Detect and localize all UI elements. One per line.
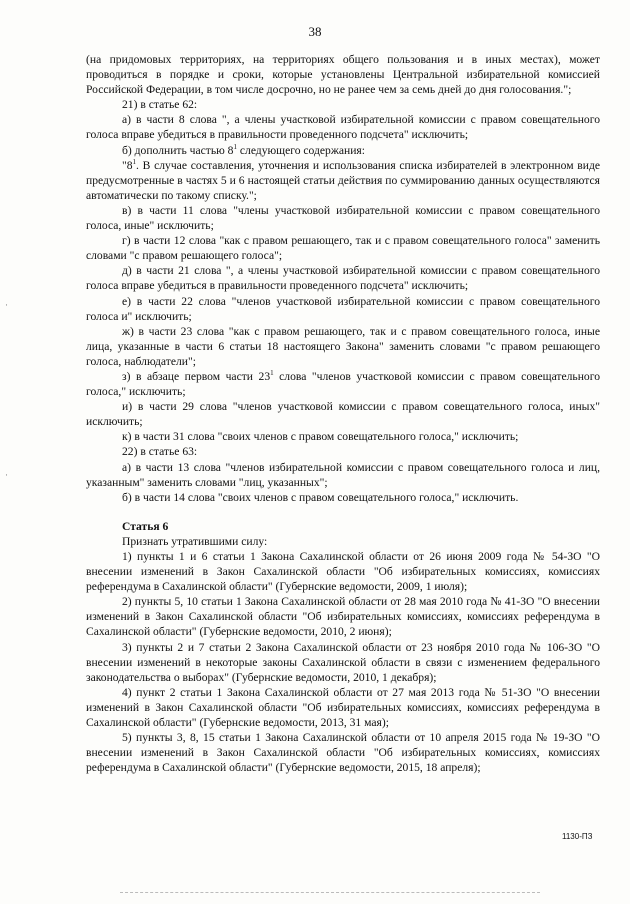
amendment-paragraph	[86, 369, 600, 399]
page-number: 38	[308, 24, 322, 39]
article-paragraph: 1) пункты 1 и 6 статьи 1 Закона Сахалинской области от 26 июня 2009 года № 54-ЗО "О внесении изменений в Закон Сахалинской области "Об избирательных комиссиях, комиссиях референдума в Сахалинской области" (Губернские ведомости, 2009, 1 июля);	[86, 550, 600, 594]
article-paragraph: 3) пункты 2 и 7 статьи 2 Закона Сахалинской области от 23 ноября 2010 года № 106-ЗО "О внесении изменений в некоторые законы Сахалинской области в связи с изменением федерального законодательства о выборах" (Губернские ведомости, 2010, 1 декабря);	[86, 640, 600, 684]
amendment-paragraph	[86, 158, 600, 203]
article-heading: Статья 6	[122, 519, 169, 533]
document-code: 1130-ПЗ	[562, 832, 593, 841]
paragraph-text: д) в части 21 слова ", а члены участковой избирательной комиссии с правом совещательного голоса вправе убедиться в правильности проведенного подсчета" исключить;	[86, 264, 600, 293]
amendment-paragraph	[86, 399, 600, 429]
paragraph-text: б) дополнить частью 8	[122, 143, 234, 157]
paragraph-text: 22) в статье 63:	[122, 445, 198, 459]
amendment-paragraph	[86, 233, 600, 263]
amendment-paragraph	[86, 324, 600, 369]
amendment-paragraph	[86, 97, 600, 112]
paragraph-text: и) в части 29 слова "членов участковой комиссии с правом совещательного голоса, иных" исключить;	[86, 400, 600, 429]
amendment-paragraph	[86, 52, 600, 97]
amendment-paragraph	[86, 203, 600, 233]
margin-mark: ·	[5, 300, 8, 310]
paragraph-text: (на придомовых территориях, на территориях общего пользования и в иных местах), может проводиться в порядке и сроки, которые установлены Центральной избирательной комиссией Российской Федерации, в том числе досрочно, но не ранее чем за семь дней до дня голосования.";	[86, 53, 600, 97]
document-body	[86, 52, 600, 775]
superscript: 1	[132, 157, 137, 166]
article-body	[86, 534, 600, 776]
amendment-paragraph	[86, 294, 600, 324]
article-paragraph: 5) пункты 3, 8, 15 статьи 1 Закона Сахалинской области от 10 апреля 2015 года № 19-ЗО "О внесении изменений в Закон Сахалинской области "Об избирательных комиссиях, комиссиях референдума в Сахалинской области" (Губернские ведомости, 2015, 18 апреля);	[86, 731, 600, 775]
paragraph-text: б) в части 14 слова "своих членов с правом совещательного голоса," исключить.	[122, 490, 519, 504]
paragraph-text: з) в абзаце первом части 23	[122, 369, 271, 383]
amendment-paragraph	[86, 263, 600, 293]
paragraph-text: а) в части 8 слова ", а члены участковой избирательной комиссии с правом совещательного голоса вправе убедиться в правильности проведенного подсчета" исключить;	[86, 113, 600, 142]
amendments-list	[86, 52, 600, 505]
paragraph-text: . В случае составления, уточнения и использования списка избирателей в электронном виде предусмотренные в частях 5 и 6 настоящей статьи действия по суммированию данных осуществляются автоматически по такому списку.";	[86, 158, 600, 202]
amendment-paragraph	[86, 143, 600, 158]
superscript: 1	[270, 369, 274, 378]
article-paragraph: 2) пункты 5, 10 статьи 1 Закона Сахалинской области от 28 мая 2010 года № 41-ЗО "О внесении изменений в Закон Сахалинской области "Об избирательных комиссиях, комиссиях референдума в Сахалинской области" (Губернские ведомости, 2010, 2 июня);	[86, 595, 600, 639]
paragraph-text: к) в части 31 слова "своих членов с правом совещательного голоса," исключить;	[122, 430, 519, 444]
article-paragraph: 4) пункт 2 статьи 1 Закона Сахалинской области от 27 мая 2013 года № 51-ЗО "О внесении изменений в Закон Сахалинской области "Об избирательных комиссиях, комиссиях референдума в Сахалинской области" (Губернские ведомости, 2013, 31 мая);	[86, 685, 600, 730]
paragraph-text: г) в части 12 слова "как с правом решающего, так и с правом совещательного голоса" заменить словами "с правом решающего голоса";	[86, 234, 600, 263]
amendment-paragraph	[86, 429, 600, 444]
paragraph-text: следующего содержания:	[236, 143, 365, 157]
paragraph-text: а) в части 13 слова "членов избирательной комиссии с правом совещательного голоса и лиц, указанным" заменить словами "лиц, указанных";	[86, 460, 600, 489]
amendment-paragraph	[86, 112, 600, 142]
margin-mark: ·	[5, 470, 8, 480]
paragraph-text: ж) в части 23 слова "как с правом решающего, так и с правом совещательного голоса, иные лица, указанные в части 6 статьи 18 настоящего Закона" заменить словами "с правом решающего голоса, наблюдатели";	[86, 324, 600, 368]
article-paragraph: Признать утратившими силу:	[122, 534, 268, 548]
amendment-paragraph	[86, 490, 600, 505]
amendment-paragraph	[86, 460, 600, 490]
paragraph-text: слова "членов участковой комиссии с правом совещательного голоса," исключить;	[86, 369, 600, 399]
paragraph-text: 21) в статье 62:	[122, 98, 198, 112]
superscript: 1	[233, 142, 237, 151]
paragraph-text: в) в части 11 слова "члены участковой избирательной комиссии с правом совещательного голоса, иные" исключить;	[86, 203, 600, 233]
bleed-through-line	[120, 892, 540, 896]
paragraph-text: "8	[122, 158, 133, 172]
paragraph-text: е) в части 22 слова "членов участковой избирательной комиссии с правом совещательного голоса и" исключить;	[86, 294, 600, 323]
amendment-paragraph	[86, 444, 600, 459]
